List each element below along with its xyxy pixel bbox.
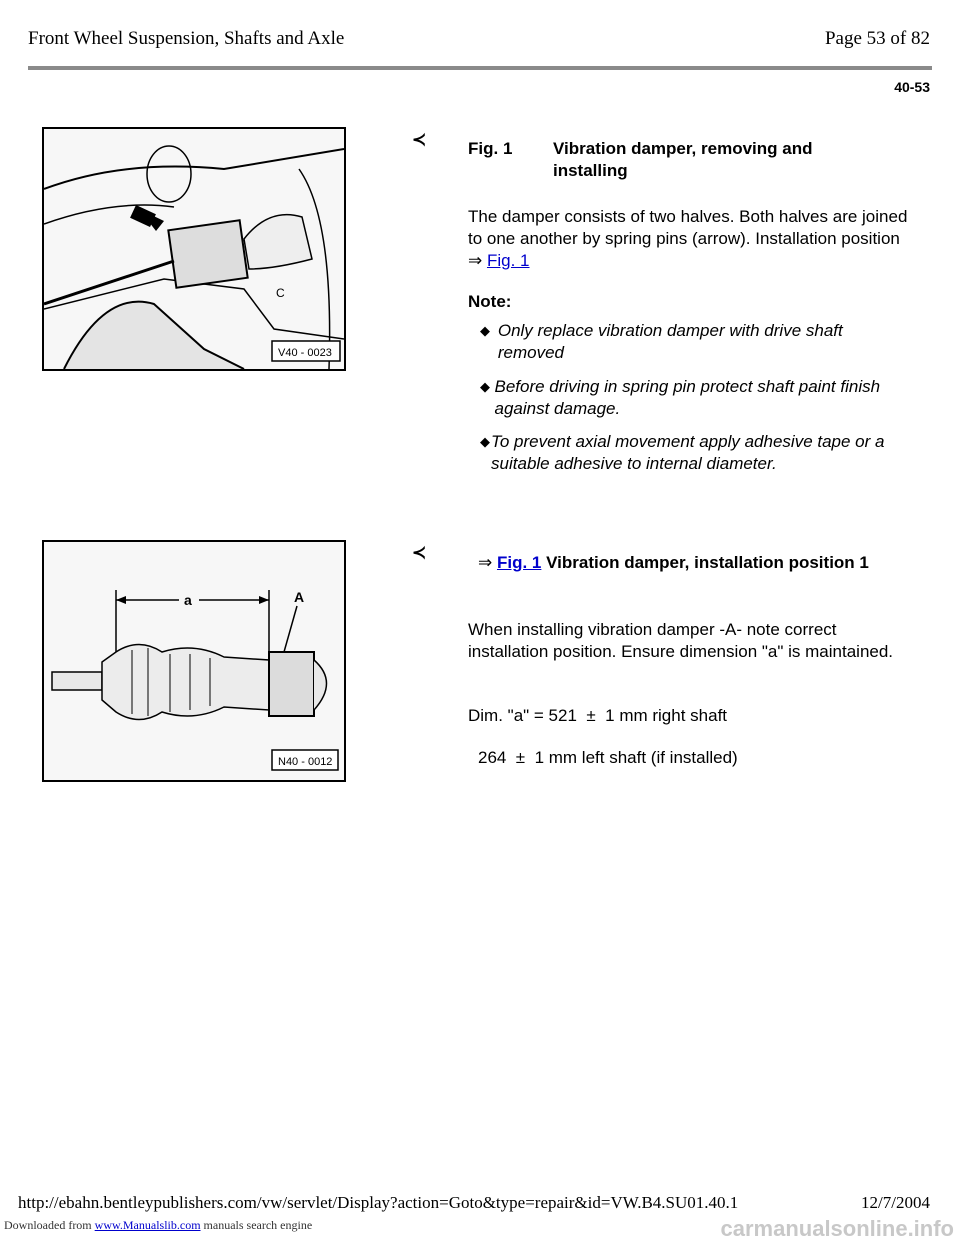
watermark: carmanualsonline.info (720, 1216, 954, 1241)
print-date: 12/7/2004 (861, 1193, 930, 1212)
source-url: http://ebahn.bentleypublishers.com/vw/servlet/Display?action=Goto&type=repair&id=VW.B4.SU01.40.1 (18, 1193, 739, 1212)
page-counter: Page 53 of 82 (824, 28, 930, 49)
figure-callout-A: A (294, 589, 305, 605)
note-bullet-3 (480, 431, 910, 475)
figure-callout-a: a (184, 592, 192, 608)
description-paragraph (468, 206, 913, 272)
figure-vibration-damper-removing (42, 127, 346, 371)
diamond-bullet-icon: ◆ (480, 323, 490, 338)
figure-label: N40 - 0012 (278, 756, 333, 768)
figure-callout-c: C (276, 286, 285, 300)
installation-paragraph: When installing vibration damper -A- note correct installation position. Ensure dimension "a" is maintained. (468, 620, 894, 661)
dimension-right-shaft: Dim. "a" = 521 ± 1 mm right shaft (468, 706, 728, 725)
manualslib-link[interactable]: www.Manualslib.com (94, 1218, 201, 1232)
figure-drawing (44, 542, 344, 780)
figure-drawing (44, 129, 344, 369)
note-bullet-text: Only replace vibration damper with drive shaft removed (497, 321, 843, 362)
ref-arrow-icon: ⇒ (468, 251, 483, 270)
note-bullet-text: To prevent axial movement apply adhesive tape or a suitable adhesive to internal diameter. (491, 432, 885, 473)
download-credit (4, 1218, 312, 1233)
fig-title: Vibration damper, removing and installing (553, 139, 813, 180)
diamond-bullet-icon: ◆ (480, 434, 490, 449)
heading-text: Vibration damper, installation position 1 (546, 553, 869, 572)
note-bullet-2 (480, 376, 910, 420)
page-code: 40-53 (894, 79, 930, 95)
note-label: Note: (468, 292, 512, 311)
diamond-bullet-icon: ◆ (480, 379, 490, 394)
download-suffix: manuals search engine (203, 1218, 313, 1232)
document-title: Front Wheel Suspension, Shafts and Axle (28, 28, 345, 49)
header-divider (28, 66, 932, 70)
section2-heading (478, 552, 908, 574)
fig-number: Fig. 1 (468, 139, 513, 158)
note-bullet-1 (480, 320, 910, 364)
description-text: The damper consists of two halves. Both halves are joined to one another by spring pins (arrow). Installation position (468, 207, 908, 248)
fig-1-link[interactable]: Fig. 1 (496, 553, 542, 572)
figure-label: V40 - 0023 (278, 347, 332, 359)
back-arrow-icon: ≺ (412, 543, 427, 562)
fig-1-link[interactable]: Fig. 1 (486, 251, 530, 270)
download-prefix: Downloaded from (4, 1218, 92, 1232)
note-bullet-text: Before driving in spring pin protect shaft paint finish against damage. (494, 377, 881, 418)
dimension-left-shaft: 264 ± 1 mm left shaft (if installed) (478, 748, 738, 767)
figure-vibration-damper-position (42, 540, 346, 782)
ref-arrow-icon: ⇒ (478, 553, 493, 572)
back-arrow-icon: ≺ (412, 130, 427, 149)
